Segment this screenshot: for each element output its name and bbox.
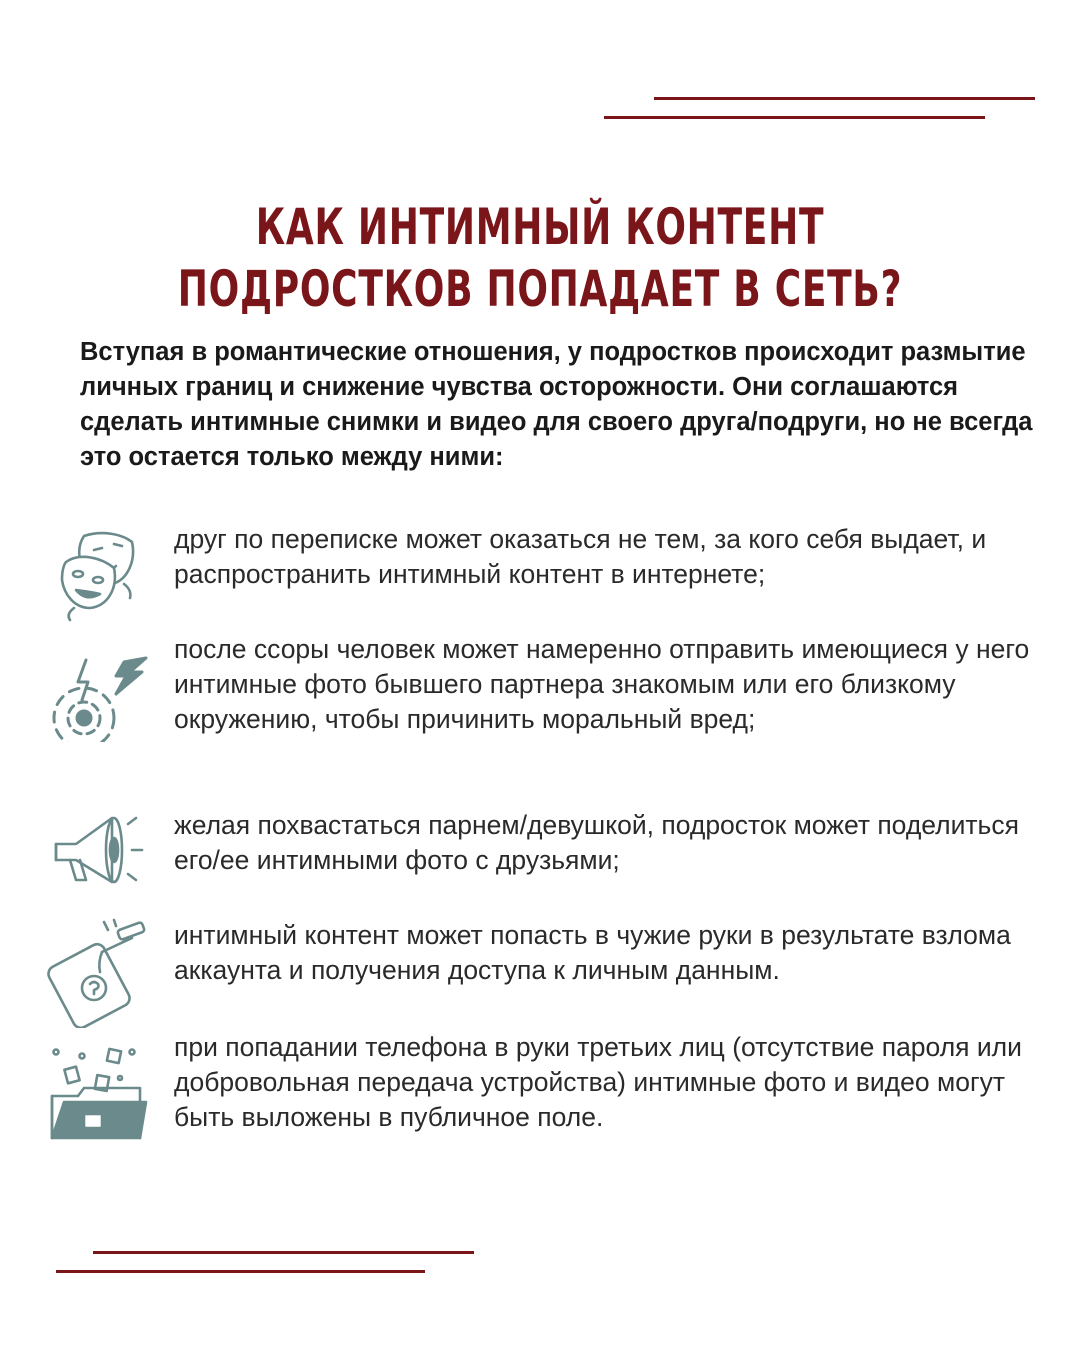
top-decor-line-1 — [654, 97, 1035, 100]
list-item-text: друг по переписке может оказаться не тем, за кого себя выдает, и распространить интимный контент в интернете; — [174, 524, 987, 589]
theater-masks-icon — [44, 522, 154, 632]
intro-paragraph: Вступая в романтические отношения, у подростков происходит размытие личных границ и снижение чувства осторожности. Они соглашаются сделать интимные снимки и видео для своего друга/подруги, но не всегда это остается только между ними: — [80, 338, 1033, 471]
title-line-1: КАК ИНТИМНЫЙ КОНТЕНТ — [255, 198, 825, 256]
title-line-2: ПОДРОСТКОВ ПОПАДАЕТ В СЕТЬ? — [177, 260, 903, 318]
bottom-decor-line-2 — [56, 1270, 425, 1273]
top-decor-line-2 — [604, 116, 985, 119]
list-item-text: желая похвастаться парнем/девушкой, подросток может поделиться его/ее интимными фото с друзьями; — [174, 810, 1019, 875]
list-item-text: при попадании телефона в руки третьих лиц (отсутствие пароля или добровольная передача устройства) интимные фото и видео могут быть выложены в публичное поле. — [174, 1032, 1022, 1132]
megaphone-icon — [44, 808, 154, 918]
lightning-target-icon — [44, 632, 154, 742]
folder-lock-icon — [44, 1030, 154, 1140]
bottom-decor-line-1 — [93, 1251, 474, 1254]
page-title — [151, 196, 929, 320]
phone-hook-icon — [44, 918, 154, 1028]
list-item-text: интимный контент может попасть в чужие руки в результате взлома аккаунта и получения доступа к личным данным. — [174, 920, 1011, 985]
list-item-text: после ссоры человек может намеренно отправить имеющиеся у него интимные фото бывшего партнера знакомым или его близкому окружению, чтобы причинить моральный вред; — [174, 634, 1030, 734]
